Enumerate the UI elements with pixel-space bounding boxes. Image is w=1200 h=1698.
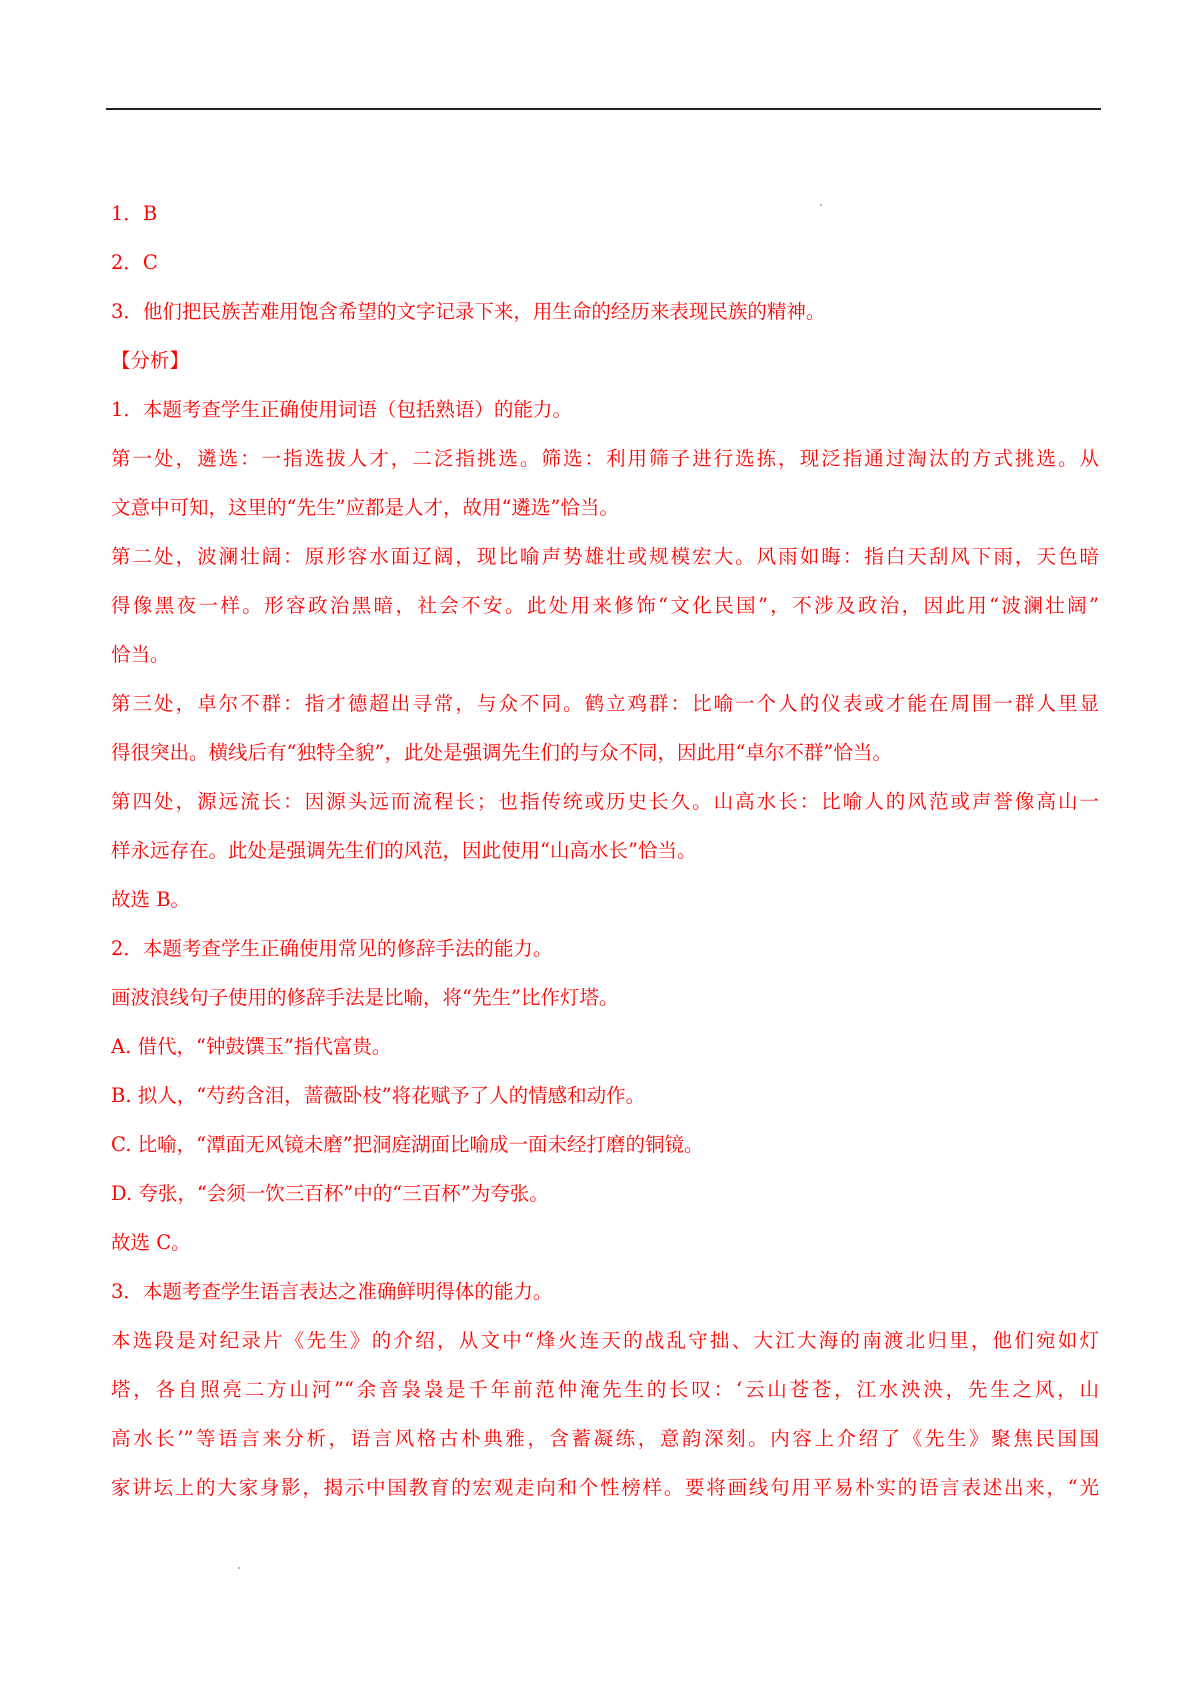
paragraph-line: 第三处，卓尔不群：指才德超出寻常，与众不同。鹤立鸡群：比喻一个人的仪表或才能在周围一群人里显: [111, 692, 1099, 715]
paragraph-line: 样永远存在。此处是强调先生们的风范，因此使用“山高水长”恰当。: [111, 839, 697, 862]
paragraph-line: 家讲坛上的大家身影，揭示中国教育的宏观走向和个性榜样。要将画线句用平易朴实的语言表述出来，“光: [111, 1476, 1099, 1499]
q2-title: 2．本题考查学生正确使用常见的修辞手法的能力。: [111, 937, 553, 960]
analysis-heading: 【分析】: [111, 349, 190, 372]
answer-document: [111, 202, 1099, 1525]
paragraph-line: 本选段是对纪录片《先生》的介绍，从文中“烽火连天的战乱守拙、大江大海的南渡北归里，他们宛如灯: [111, 1329, 1099, 1352]
q1-paragraph-3: [111, 692, 1099, 765]
q2-conclusion: 故选 C。: [111, 1231, 191, 1254]
paragraph-line: 高水长’”等语言来分析，语言风格古朴典雅，含蓄凝练，意韵深刻。内容上介绍了《先生》聚焦民国国: [111, 1427, 1099, 1450]
header-rule: [106, 108, 1101, 110]
q2-option-a: A. 借代，“钟鼓馔玉”指代富贵。: [111, 1035, 392, 1058]
q1-conclusion: 故选 B。: [111, 888, 191, 911]
paragraph-line: 塔，各自照亮二方山河”“余音袅袅是千年前范仲淹先生的长叹：‘云山苍苍，江水泱泱，先生之风，山: [111, 1378, 1099, 1401]
paragraph-line: 得像黑夜一样。形容政治黑暗，社会不安。此处用来修饰“文化民国”，不涉及政治，因此用“波澜壮阔”: [111, 594, 1099, 617]
q1-paragraph-2: [111, 545, 1099, 667]
q1-paragraph-4: [111, 790, 1099, 863]
paragraph-line: 第四处，源远流长：因源头远而流程长；也指传统或历史长久。山高水长：比喻人的风范或声誉像高山一: [111, 790, 1099, 813]
answer-2: 2．C: [111, 251, 158, 274]
paragraph-line: 第二处，波澜壮阔：原形容水面辽阔，现比喻声势雄壮或规模宏大。风雨如晦：指白天刮风下雨，天色暗: [111, 545, 1099, 568]
paragraph-line: 第一处，遴选：一指选拔人才，二泛指挑选。筛选：利用筛子进行选拣，现泛指通过淘汰的方式挑选。从: [111, 447, 1099, 470]
paragraph-line: 恰当。: [111, 643, 170, 666]
scan-speck: [238, 1567, 240, 1569]
q2-option-b: B. 拟人，“芍药含泪，蔷薇卧枝”将花赋予了人的情感和动作。: [111, 1084, 646, 1107]
answer-3: 3．他们把民族苦难用饱含希望的文字记录下来，用生命的经历来表现民族的精神。: [111, 300, 826, 323]
q2-intro: 画波浪线句子使用的修辞手法是比喻，将“先生”比作灯塔。: [111, 986, 619, 1009]
q2-option-d: D. 夸张，“会须一饮三百杯”中的“三百杯”为夸张。: [111, 1182, 549, 1205]
q1-title: 1．本题考查学生正确使用词语（包括熟语）的能力。: [111, 398, 572, 421]
q3-title: 3．本题考查学生语言表达之准确鲜明得体的能力。: [111, 1280, 553, 1303]
answer-1: 1．B: [111, 202, 158, 225]
q1-paragraph-1: [111, 447, 1099, 520]
q2-option-c: C. 比喻，“潭面无风镜未磨”把洞庭湖面比喻成一面未经打磨的铜镜。: [111, 1133, 704, 1156]
paragraph-line: 文意中可知，这里的“先生”应都是人才，故用“遴选”恰当。: [111, 496, 619, 519]
q3-paragraph-1: [111, 1329, 1099, 1500]
paragraph-line: 得很突出。横线后有“独特全貌”，此处是强调先生们的与众不同，因此用“卓尔不群”恰当。: [111, 741, 892, 764]
